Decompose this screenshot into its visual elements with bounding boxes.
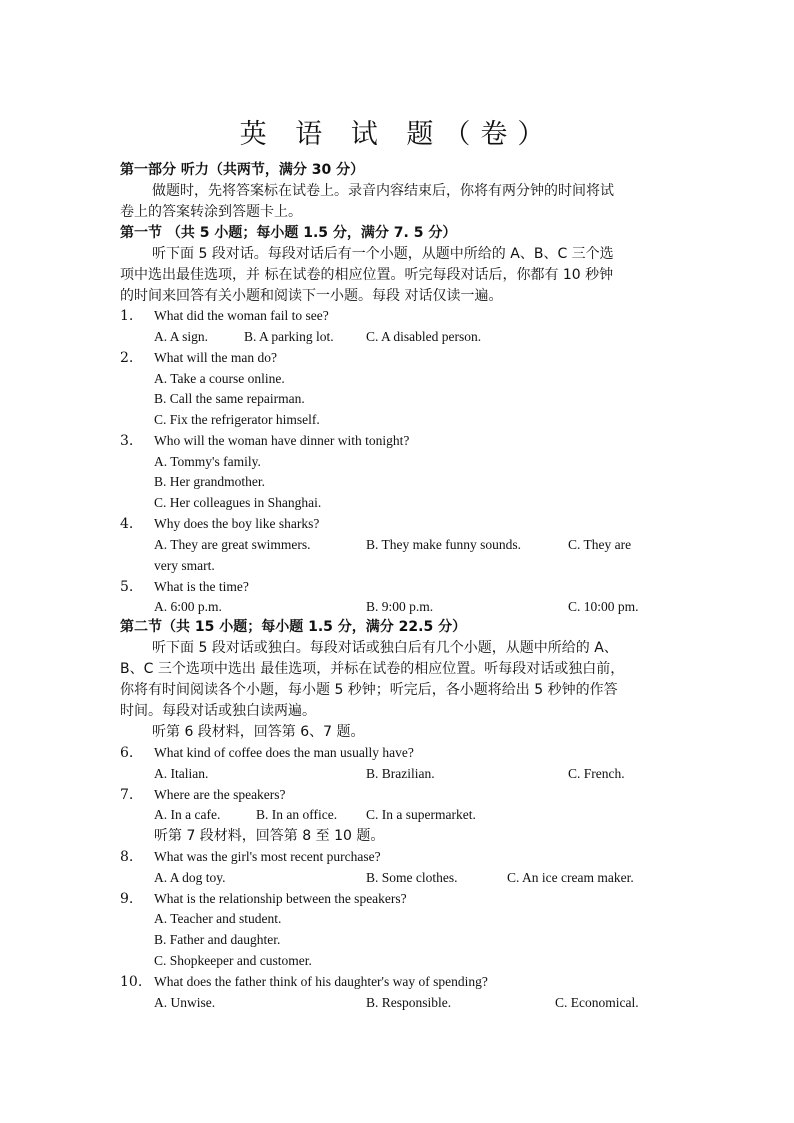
option-b: B. A parking lot.	[244, 329, 334, 344]
option-a: A. Take a course online.	[154, 371, 285, 386]
option-c: C. An ice cream maker.	[507, 870, 634, 885]
option-c: C. Fix the refrigerator himself.	[154, 412, 320, 427]
material-6-note: 听第 6 段材料，回答第 6、7 题。	[152, 724, 365, 740]
option-b: B. Brazilian.	[366, 766, 435, 781]
option-c: C. In a supermarket.	[366, 807, 476, 822]
option-b: B. 9:00 p.m.	[366, 599, 434, 614]
question-text: Why does the boy like sharks?	[154, 516, 320, 531]
section2-instruction-line4: 时间。每段对话或独白读两遍。	[120, 703, 316, 719]
section2-instruction-line2: B、C 三个选项中选出 最佳选项，并标在试卷的相应位置。听每段对话或独白前，	[120, 661, 625, 677]
question-text: What did the woman fail to see?	[154, 308, 329, 323]
page-title: 英 语 试 题（卷）	[239, 119, 555, 150]
section1-instruction-line2: 项中选出最佳选项，并 标在试卷的相应位置。听完每段对话后，你都有 10 秒钟	[120, 267, 614, 283]
option-c: C. A disabled person.	[366, 329, 482, 344]
option-a: A. A dog toy.	[154, 870, 226, 885]
part1-heading: 第一部分 听力（共两节，满分 30 分）	[120, 162, 365, 178]
option-c: C. Economical.	[555, 995, 639, 1010]
part1-instruction-line2: 卷上的答案转涂到答题卡上。	[120, 204, 302, 220]
option-a: A. Unwise.	[154, 995, 216, 1010]
part1-instruction-line1: 做题时，先将答案标在试卷上。录音内容结束后，你将有两分钟的时间将试	[152, 183, 614, 199]
question-text: What does the father think of his daughter's way of spending?	[154, 974, 488, 989]
option-c: C. 10:00 pm.	[568, 599, 639, 614]
question-text: Who will the woman have dinner with tonight?	[154, 433, 410, 448]
question-number: 5.	[120, 579, 134, 595]
question-number: 1.	[120, 308, 134, 324]
option-b: B. In an office.	[256, 807, 338, 822]
question-number: 3.	[120, 433, 134, 449]
option-b: B. Responsible.	[366, 995, 452, 1010]
option-a: A. A sign.	[154, 329, 209, 344]
option-a: A. They are great swimmers.	[154, 537, 311, 552]
question-number: 2.	[120, 350, 134, 366]
section1-instruction-line1: 听下面 5 段对话。每段对话后有一个小题，从题中所给的 A、B、C 三个选	[152, 246, 614, 262]
option-b: B. Call the same repairman.	[154, 391, 305, 406]
option-a: A. Teacher and student.	[154, 911, 282, 926]
option-c-continued: very smart.	[154, 558, 215, 573]
question-text: Where are the speakers?	[154, 787, 286, 802]
option-c: C. Her colleagues in Shanghai.	[154, 495, 322, 510]
question-text: What kind of coffee does the man usually have?	[154, 745, 414, 760]
question-text: What was the girl's most recent purchase?	[154, 849, 381, 864]
option-a: A. In a cafe.	[154, 807, 221, 822]
question-number: 7.	[120, 787, 134, 803]
question-number: 9.	[120, 891, 134, 907]
question-number: 8.	[120, 849, 134, 865]
question-number: 4.	[120, 516, 134, 532]
option-b: B. They make funny sounds.	[366, 537, 521, 552]
section2-heading: 第二节（共 15 小题；每小题 1.5 分，满分 22.5 分）	[120, 619, 467, 635]
material-7-note: 听第 7 段材料，回答第 8 至 10 题。	[154, 828, 385, 844]
option-c: C. They are	[568, 537, 632, 552]
question-number: 10.	[120, 974, 143, 990]
option-b: B. Her grandmother.	[154, 474, 265, 489]
option-a: A. Italian.	[154, 766, 209, 781]
option-c: C. French.	[568, 766, 625, 781]
option-a: A. Tommy's family.	[154, 454, 261, 469]
question-number: 6.	[120, 745, 134, 761]
option-a: A. 6:00 p.m.	[154, 599, 222, 614]
question-text: What will the man do?	[154, 350, 277, 365]
option-c: C. Shopkeeper and customer.	[154, 953, 312, 968]
question-text: What is the time?	[154, 579, 249, 594]
section1-instruction-line3: 的时间来回答有关小题和阅读下一小题。每段 对话仅读一遍。	[120, 288, 503, 304]
option-b: B. Some clothes.	[366, 870, 458, 885]
section2-instruction-line1: 听下面 5 段对话或独白。每段对话或独白后有几个小题，从题中所给的 A、	[152, 640, 618, 656]
section1-heading: 第一节 （共 5 小题；每小题 1.5 分，满分 7. 5 分）	[120, 225, 457, 241]
section2-instruction-line3: 你将有时间阅读各个小题，每小题 5 秒钟；听完后，各小题将给出 5 秒钟的作答	[120, 682, 618, 698]
question-text: What is the relationship between the speakers?	[154, 891, 407, 906]
option-b: B. Father and daughter.	[154, 932, 281, 947]
